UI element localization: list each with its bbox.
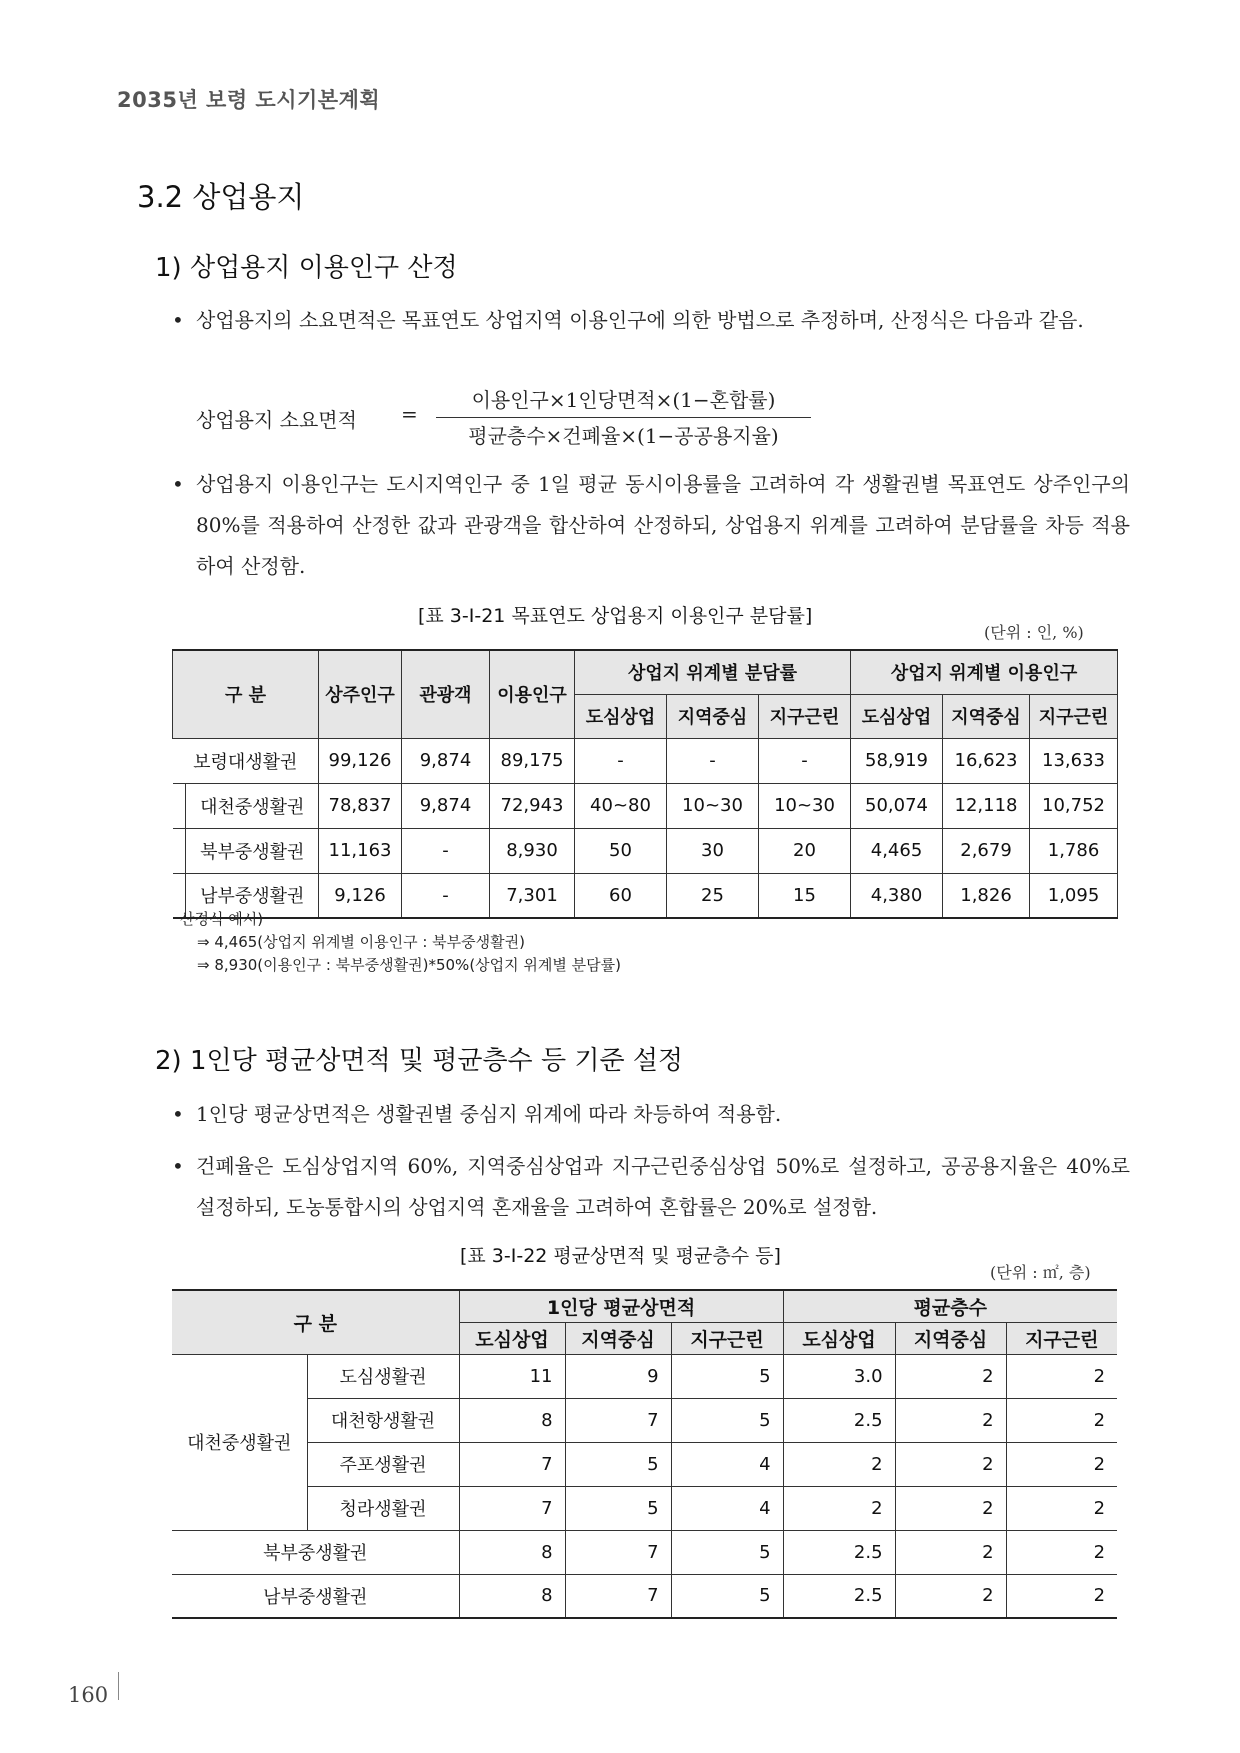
table-cell: 2 xyxy=(1006,1486,1117,1530)
table-cell: 1,786 xyxy=(1030,828,1118,873)
table-cell: 10,752 xyxy=(1030,783,1118,828)
table-cell: 78,837 xyxy=(319,783,402,828)
table1-header-users: 이용인구 xyxy=(490,650,575,738)
running-header: 2035년 보령 도시기본계획 xyxy=(117,88,381,112)
table-cell: 7 xyxy=(565,1398,671,1442)
table-cell: - xyxy=(575,738,667,783)
table-cell: 50 xyxy=(575,828,667,873)
table-cell: 2 xyxy=(895,1398,1006,1442)
row-label: 남부중생활권 xyxy=(172,1574,459,1618)
table-row xyxy=(173,828,1118,873)
table-cell: 2 xyxy=(1006,1398,1117,1442)
table-cell: 12,118 xyxy=(943,783,1030,828)
table-cell: 9,126 xyxy=(319,873,402,918)
table2 xyxy=(172,1289,1117,1619)
bullet-dot: • xyxy=(172,1102,184,1126)
table1-note: ⇒ 8,930(이용인구 : 북부중생활권)*50%(상업지 위계별 분담률) xyxy=(197,956,621,974)
table1-unit: (단위 : 인, %) xyxy=(984,623,1084,642)
table-row xyxy=(172,1354,1117,1398)
table-cell: 50,074 xyxy=(851,783,943,828)
bullet-text: 상업용지의 소요면적은 목표연도 상업지역 이용인구에 의한 방법으로 추정하며, 산정식은 다음과 같음. xyxy=(196,308,1084,332)
table-cell: 8 xyxy=(459,1574,565,1618)
table1-header-resident: 상주인구 xyxy=(319,650,402,738)
table-cell: 5 xyxy=(565,1486,671,1530)
table-cell: 4 xyxy=(671,1442,783,1486)
table-cell: 11 xyxy=(459,1354,565,1398)
table-cell: 8 xyxy=(459,1398,565,1442)
table-cell: 2.5 xyxy=(783,1574,895,1618)
table-row xyxy=(172,1574,1117,1618)
row-label-text: 대천중생활권 xyxy=(200,796,305,818)
table-cell: 10~30 xyxy=(667,783,759,828)
indent-rule xyxy=(185,829,186,873)
table-cell: 2 xyxy=(1006,1442,1117,1486)
table-cell: 99,126 xyxy=(319,738,402,783)
table-cell: 58,919 xyxy=(851,738,943,783)
table1 xyxy=(172,649,1118,919)
table-row xyxy=(172,1530,1117,1574)
table-cell: 9,874 xyxy=(402,738,490,783)
bullet-paragraph xyxy=(172,1146,1130,1228)
table1-subheader: 지역중심 xyxy=(667,694,759,738)
table2-subheader: 도심상업 xyxy=(459,1322,565,1354)
table1-header-gubun: 구 분 xyxy=(173,650,319,738)
bullet-dot: • xyxy=(172,472,184,496)
table-cell: 9,874 xyxy=(402,783,490,828)
table-cell: 2.5 xyxy=(783,1398,895,1442)
table-cell: 1,826 xyxy=(943,873,1030,918)
table-cell: 1,095 xyxy=(1030,873,1118,918)
bullet-paragraph xyxy=(172,1094,1130,1135)
table2-subheader: 지구근린 xyxy=(1006,1322,1117,1354)
table-cell: 25 xyxy=(667,873,759,918)
row-label xyxy=(173,783,319,828)
table-cell: 7 xyxy=(459,1442,565,1486)
table-row xyxy=(173,873,1118,918)
group-label: 대천중생활권 xyxy=(172,1354,307,1530)
indent-rule xyxy=(185,784,186,828)
table-cell: 5 xyxy=(671,1574,783,1618)
row-label-text: 북부중생활권 xyxy=(200,841,305,863)
table-cell: 2 xyxy=(895,1530,1006,1574)
table-row xyxy=(172,1398,1117,1442)
bullet-dot: • xyxy=(172,308,184,332)
row-label: 청라생활권 xyxy=(307,1486,459,1530)
table-cell: - xyxy=(667,738,759,783)
page-number: 160 xyxy=(68,1683,109,1707)
row-label: 북부중생활권 xyxy=(172,1530,459,1574)
table-row xyxy=(172,1486,1117,1530)
subsection-title-1: 1) 상업용지 이용인구 산정 xyxy=(155,253,458,283)
formula-fraction xyxy=(436,384,811,449)
table-cell: 5 xyxy=(671,1530,783,1574)
section-title: 3.2 상업용지 xyxy=(137,180,305,214)
table2-subheader: 도심상업 xyxy=(783,1322,895,1354)
table-cell: 4,380 xyxy=(851,873,943,918)
table1-subheader: 지구근린 xyxy=(1030,694,1118,738)
row-label: 대천항생활권 xyxy=(307,1398,459,1442)
table2-subheader: 지역중심 xyxy=(895,1322,1006,1354)
table1-subheader: 도심상업 xyxy=(851,694,943,738)
table-row xyxy=(173,783,1118,828)
table1-header-users-group: 상업지 위계별 이용인구 xyxy=(851,650,1118,694)
table-cell: 2,679 xyxy=(943,828,1030,873)
table-cell: 7 xyxy=(459,1486,565,1530)
bullet-dot: • xyxy=(172,1154,184,1178)
table-cell: 8,930 xyxy=(490,828,575,873)
table-cell: 5 xyxy=(671,1354,783,1398)
table1-header-share-group: 상업지 위계별 분담률 xyxy=(575,650,851,694)
table1-header-tourist: 관광객 xyxy=(402,650,490,738)
subsection-title-2: 2) 1인당 평균상면적 및 평균층수 등 기준 설정 xyxy=(155,1046,684,1076)
table1-subheader: 도심상업 xyxy=(575,694,667,738)
table-cell: 7,301 xyxy=(490,873,575,918)
table-cell: 5 xyxy=(671,1398,783,1442)
table2-caption: [표 3-Ⅰ-22 평균상면적 및 평균층수 등] xyxy=(460,1245,781,1267)
page-number-divider xyxy=(118,1672,119,1700)
table-cell: - xyxy=(402,873,490,918)
formula-numerator: 이용인구×1인당면적×(1−혼합률) xyxy=(436,384,811,418)
table-cell: 2 xyxy=(1006,1354,1117,1398)
row-label: 도심생활권 xyxy=(307,1354,459,1398)
table2-header-area-group: 1인당 평균상면적 xyxy=(459,1290,783,1322)
table-cell: 10~30 xyxy=(759,783,851,828)
table2-header-floors-group: 평균층수 xyxy=(783,1290,1117,1322)
table2-subheader: 지구근린 xyxy=(671,1322,783,1354)
table1-note: 산정식 예시) xyxy=(180,910,264,928)
table-row xyxy=(172,1442,1117,1486)
table-cell: 16,623 xyxy=(943,738,1030,783)
bullet-text: 상업용지 이용인구는 도시지역인구 중 1일 평균 동시이용률을 고려하여 각 생활권별 목표연도 상주인구의 80%를 적용하여 산정한 값과 관광객을 합산하여 산정하되, 상업용지 위계를 고려하여 분담률을 차등 적용하여 산정함. xyxy=(196,472,1130,578)
table-cell: 11,163 xyxy=(319,828,402,873)
table-cell: 2 xyxy=(895,1442,1006,1486)
bullet-paragraph xyxy=(172,464,1130,587)
table-cell: 2 xyxy=(895,1486,1006,1530)
table-cell: 2.5 xyxy=(783,1530,895,1574)
table2-unit: (단위 : ㎡, 층) xyxy=(990,1263,1091,1282)
table-cell: 3.0 xyxy=(783,1354,895,1398)
table-cell: 4 xyxy=(671,1486,783,1530)
table2-subheader: 지역중심 xyxy=(565,1322,671,1354)
table-cell: 20 xyxy=(759,828,851,873)
table-cell: 2 xyxy=(1006,1574,1117,1618)
table1-subheader: 지구근린 xyxy=(759,694,851,738)
table-cell: 15 xyxy=(759,873,851,918)
table1-subheader: 지역중심 xyxy=(943,694,1030,738)
table-cell: 2 xyxy=(895,1574,1006,1618)
table-cell: 2 xyxy=(783,1442,895,1486)
table-cell: 72,943 xyxy=(490,783,575,828)
formula-denominator: 평균층수×건폐율×(1−공공용지율) xyxy=(468,424,779,448)
table1-note: ⇒ 4,465(상업지 위계별 이용인구 : 북부중생활권) xyxy=(197,933,525,951)
formula-equals: = xyxy=(401,402,418,426)
table-cell: 40~80 xyxy=(575,783,667,828)
table-cell: 2 xyxy=(783,1486,895,1530)
table-cell: 5 xyxy=(565,1442,671,1486)
table-cell: 7 xyxy=(565,1530,671,1574)
table-cell: 30 xyxy=(667,828,759,873)
table-cell: 8 xyxy=(459,1530,565,1574)
table-cell: 4,465 xyxy=(851,828,943,873)
table-cell: 9 xyxy=(565,1354,671,1398)
row-label: 보령대생활권 xyxy=(173,738,319,783)
bullet-text: 1인당 평균상면적은 생활권별 중심지 위계에 따라 차등하여 적용함. xyxy=(196,1102,782,1126)
table-cell: - xyxy=(759,738,851,783)
table-cell: 13,633 xyxy=(1030,738,1118,783)
table-cell: - xyxy=(402,828,490,873)
table-cell: 7 xyxy=(565,1574,671,1618)
row-label-text: 남부중생활권 xyxy=(200,886,305,908)
row-label xyxy=(173,828,319,873)
bullet-paragraph xyxy=(172,300,1130,341)
table1-caption: [표 3-Ⅰ-21 목표연도 상업용지 이용인구 분담률] xyxy=(418,605,813,627)
table-cell: 89,175 xyxy=(490,738,575,783)
table-cell: 60 xyxy=(575,873,667,918)
table-cell: 2 xyxy=(1006,1530,1117,1574)
table-cell: 2 xyxy=(895,1354,1006,1398)
formula-lhs: 상업용지 소요면적 xyxy=(196,408,357,432)
row-label: 주포생활권 xyxy=(307,1442,459,1486)
table2-header-gubun: 구 분 xyxy=(172,1290,459,1354)
bullet-text: 건폐율은 도심상업지역 60%, 지역중심상업과 지구근린중심상업 50%로 설정하고, 공공용지율은 40%로 설정하되, 도농통합시의 상업지역 혼재율을 고려하여 혼합률은 20%로 설정함. xyxy=(196,1154,1130,1219)
table-row xyxy=(173,738,1118,783)
